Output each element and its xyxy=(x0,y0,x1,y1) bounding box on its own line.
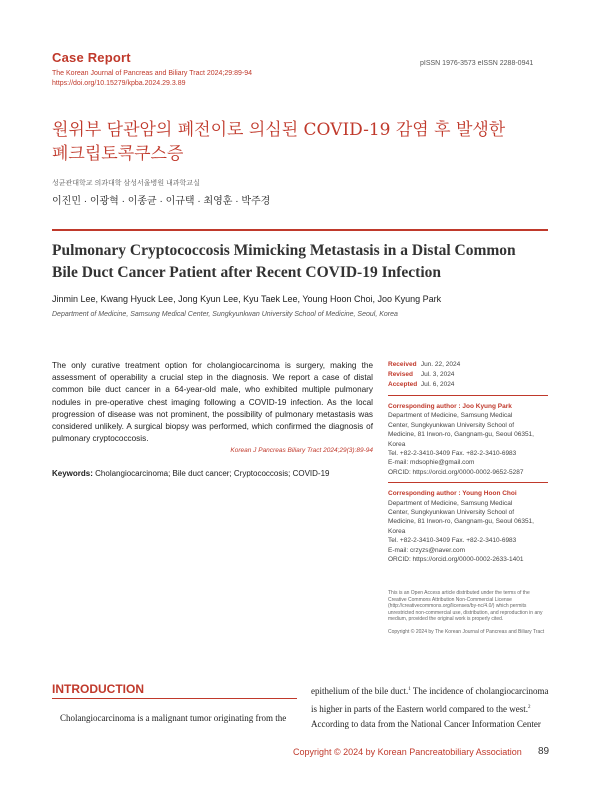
corr2-address-line: Center, Sungkyunkwan University School of xyxy=(388,509,515,517)
accepted-row xyxy=(388,380,548,390)
korean-title-line1: 원위부 담관암의 폐전이로 의심된 COVID-19 감염 후 발생한 xyxy=(52,120,506,140)
journal-citation: The Korean Journal of Pancreas and Biliary Tract 2024;29:89-94 xyxy=(52,70,253,77)
corr2-address-line: Medicine, 81 Irwon-ro, Gangnam-gu, Seoul 06351, xyxy=(388,518,534,526)
corr1-address-line: Center, Sungkyunkwan University School of xyxy=(388,421,515,429)
revised-row xyxy=(388,370,548,380)
corresponding-author-2-title: Corresponding author : Young Hoon Choi xyxy=(388,490,517,498)
corr1-address-line: Korea xyxy=(388,440,406,448)
reference-2[interactable]: 2 xyxy=(527,704,531,710)
received-row xyxy=(388,360,548,370)
introduction-heading: INTRODUCTION xyxy=(52,682,144,696)
corr1-email[interactable]: E-mail: mdsophie@gmail.com xyxy=(388,459,475,467)
article-type-label: Case Report xyxy=(52,50,131,65)
intro-text: is higher in parts of the Eastern world compared to the west. xyxy=(311,703,528,714)
korean-title-line2: 폐크립토콕쿠스증 xyxy=(52,144,184,164)
corr1-phone: Tel. +82-2-3410-3409 Fax. +82-2-3410-6983 xyxy=(388,450,517,458)
title-divider xyxy=(52,229,548,231)
corr1-orcid[interactable]: ORCID: https://orcid.org/0000-0002-9652-5287 xyxy=(388,468,524,476)
page-number: 89 xyxy=(538,746,550,757)
corr2-orcid[interactable]: ORCID: https://orcid.org/0000-0002-2633-1401 xyxy=(388,556,524,564)
accepted-date: Jul. 6, 2024 xyxy=(420,381,455,388)
korean-authors: 이진민 · 이광혁 · 이종균 · 이규택 · 최영훈 · 박주경 xyxy=(52,196,271,207)
journal-copyright: Copyright © 2024 by The Korean Journal of Pancreas and Biliary Tract xyxy=(388,629,545,635)
introduction-left-column: Cholangiocarcinoma is a malignant tumor originating from the xyxy=(60,713,287,723)
abstract-text: The only curative treatment option for cholangiocarcinoma is surgery, making the assessment of operability a crucial step in the diagnosis. We report a case of distal common bile duct cancer in a 64-year-old male, who exhibited multiple pulmonary nodules in pre-operative chest imaging following a COVID-19 infection. As the local progression of disease was not prominent, the possibility of pulmonary metastasis was considered unlikely. A surgical biopsy was performed, which confirmed the diagnosis of pulmonary cryptococcosis. xyxy=(52,361,373,444)
sidebar-divider xyxy=(388,395,548,396)
article-info-sidebar xyxy=(388,360,548,565)
intro-right-line xyxy=(311,700,549,718)
intro-right-line: According to data from the National Cancer Information Center xyxy=(311,719,541,729)
received-date: Jun. 22, 2024 xyxy=(420,361,461,368)
introduction-rule xyxy=(52,698,297,699)
issn-info: pISSN 1976-3573 eISSN 2288-0941 xyxy=(420,60,534,67)
corresponding-author-2-details xyxy=(388,499,548,565)
revised-label: Revised xyxy=(388,371,413,378)
received-label: Received xyxy=(388,361,417,368)
korean-affiliation: 성균관대학교 의과대학 삼성서울병원 내과학교실 xyxy=(52,180,200,187)
doi-link[interactable]: https://doi.org/10.15279/kpba.2024.29.3.89 xyxy=(52,80,186,87)
corr2-phone: Tel. +82-2-3410-3409 Fax. +82-2-3410-6983 xyxy=(388,537,517,545)
english-authors: Jinmin Lee, Kwang Hyuck Lee, Jong Kyun Lee, Kyu Taek Lee, Young Hoon Choi, Joo Kyung Park xyxy=(52,294,442,304)
corr1-address-line: Medicine, 81 Irwon-ro, Gangnam-gu, Seoul 06351, xyxy=(388,431,534,439)
intro-text: The incidence of cholangiocarcinoma xyxy=(410,686,549,696)
accepted-label: Accepted xyxy=(388,381,418,388)
keywords-label: Keywords: xyxy=(52,469,93,478)
revised-date: Jul. 3, 2024 xyxy=(420,371,455,378)
corresponding-author-1-title: Corresponding author : Joo Kyung Park xyxy=(388,403,512,410)
footer-copyright: Copyright © 2024 by Korean Pancreatobiliary Association xyxy=(293,747,522,757)
intro-text: epithelium of the bile duct. xyxy=(311,686,409,696)
corr2-email[interactable]: E-mail: crzyzs@naver.com xyxy=(388,546,466,554)
sidebar-divider xyxy=(388,482,548,483)
keywords xyxy=(52,469,373,478)
english-title-line2: Bile Duct Cancer Patient after Recent COVID-19 Infection xyxy=(52,264,441,281)
english-title xyxy=(52,240,552,284)
reference-1[interactable]: 1 xyxy=(408,687,411,692)
corresponding-author-1-details xyxy=(388,411,548,477)
license-text: This is an Open Access article distributed under the terms of the Creative Commons Attribution Non-Commercial License (http://creativecommons.org/licenses/by-nc/4.0/) which permits unrestricted non-commercial use, distribution, and reproduction in any medium, provided the original work is properly cited. xyxy=(388,590,543,623)
keywords-list: Cholangiocarcinoma; Bile duct cancer; Cryptococcosis; COVID-19 xyxy=(95,469,330,478)
english-title-line1: Pulmonary Cryptococcosis Mimicking Metastasis in a Distal Common xyxy=(52,242,516,259)
intro-right-line xyxy=(311,682,549,700)
corr2-address-line: Korea xyxy=(388,527,406,535)
corr1-address-line: Department of Medicine, Samsung Medical xyxy=(388,412,513,420)
short-citation: Korean J Pancreas Biliary Tract 2024;29(3):89-94 xyxy=(230,447,373,454)
english-affiliation: Department of Medicine, Samsung Medical Center, Sungkyunkwan University School of Medicine, Seoul, Korea xyxy=(52,311,398,318)
corr2-address-line: Department of Medicine, Samsung Medical xyxy=(388,499,513,507)
korean-title xyxy=(52,118,552,166)
introduction-right-column xyxy=(311,682,549,733)
